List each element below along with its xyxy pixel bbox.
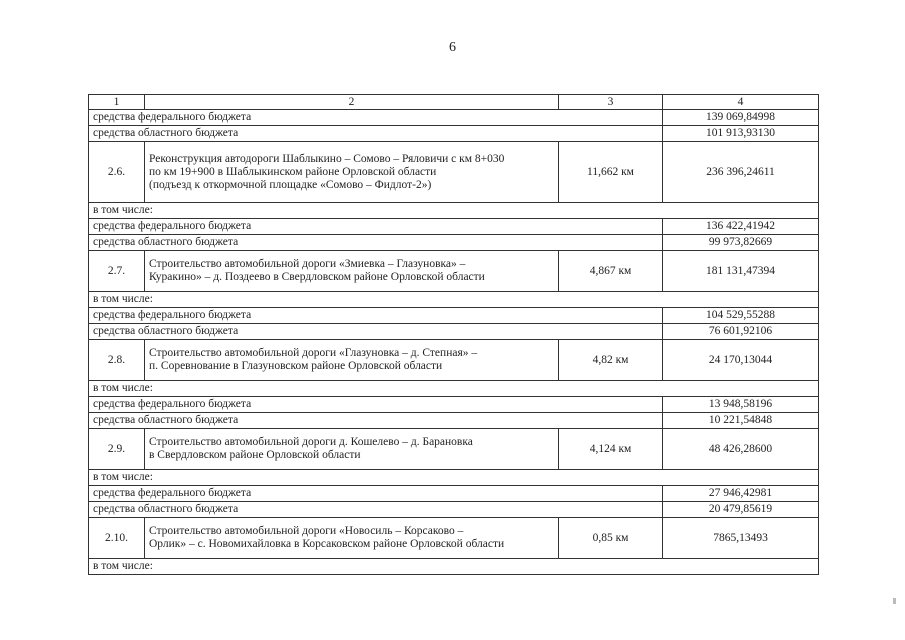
funding-label: средства федерального бюджета <box>89 219 663 235</box>
project-number: 2.10. <box>89 518 145 559</box>
including-row <box>89 292 819 308</box>
project-description <box>145 251 559 292</box>
header-row <box>89 95 819 110</box>
funding-label: средства областного бюджета <box>89 324 663 340</box>
including-row <box>89 559 819 575</box>
project-description <box>145 340 559 381</box>
project-description-line: Строительство автомобильной дороги «Глазуновка – д. Степная» – <box>149 347 478 359</box>
project-description-line: Строительство автомобильной дороги «Новосиль – Корсаково – <box>149 525 464 537</box>
project-row <box>89 251 819 292</box>
funding-label: средства федерального бюджета <box>89 110 663 126</box>
funding-label: средства областного бюджета <box>89 126 663 142</box>
project-description-line: в Свердловском районе Орловской области <box>149 449 361 461</box>
project-length: 11,662 км <box>559 142 663 203</box>
project-description-line: (подъезд к откормочной площадке «Сомово – Фидлот-2») <box>149 178 432 191</box>
project-description-line: по км 19+900 в Шаблыкинском районе Орловской области <box>149 165 437 178</box>
funding-label: средства областного бюджета <box>89 235 663 251</box>
including-row <box>89 381 819 397</box>
funding-amount: 13 948,58196 <box>663 397 819 413</box>
including-row <box>89 203 819 219</box>
project-description <box>145 429 559 470</box>
funding-label: средства областного бюджета <box>89 413 663 429</box>
project-length: 4,124 км <box>559 429 663 470</box>
funding-row <box>89 219 819 235</box>
header-cell-4: 4 <box>663 95 819 110</box>
funding-row <box>89 413 819 429</box>
project-description-line: Реконструкция автодороги Шаблыкино – Сомово – Ряловичи с км 8+030 <box>149 152 505 165</box>
project-description-line: Строительство автомобильной дороги д. Кошелево – д. Барановка <box>149 436 473 448</box>
project-row <box>89 429 819 470</box>
project-description <box>145 142 559 203</box>
project-row <box>89 142 819 203</box>
project-length: 4,867 км <box>559 251 663 292</box>
project-description-line: Орлик» – с. Новомихайловка в Корсаковском районе Орловской области <box>149 538 505 550</box>
scan-mark <box>893 598 896 604</box>
project-number: 2.9. <box>89 429 145 470</box>
project-description-line: Куракино» – д. Поздеево в Свердловском районе Орловской области <box>149 271 485 283</box>
funding-amount: 10 221,54848 <box>663 413 819 429</box>
funding-label: средства областного бюджета <box>89 502 663 518</box>
funding-amount: 76 601,92106 <box>663 324 819 340</box>
project-number: 2.6. <box>89 142 145 203</box>
funding-row <box>89 126 819 142</box>
funding-row <box>89 308 819 324</box>
header-cell-1: 1 <box>89 95 145 110</box>
project-description-line: Строительство автомобильной дороги «Змиевка – Глазуновка» – <box>149 258 466 270</box>
funding-amount: 20 479,85619 <box>663 502 819 518</box>
including-row <box>89 470 819 486</box>
including-label: в том числе: <box>89 470 819 486</box>
including-label: в том числе: <box>89 381 819 397</box>
project-number: 2.7. <box>89 251 145 292</box>
funding-row <box>89 235 819 251</box>
funding-label: средства федерального бюджета <box>89 486 663 502</box>
project-description <box>145 518 559 559</box>
page-number: 6 <box>449 40 456 55</box>
funding-label: средства федерального бюджета <box>89 308 663 324</box>
project-cost: 24 170,13044 <box>663 340 819 381</box>
funding-row <box>89 110 819 126</box>
project-cost: 181 131,47394 <box>663 251 819 292</box>
project-length: 4,82 км <box>559 340 663 381</box>
project-length: 0,85 км <box>559 518 663 559</box>
project-number: 2.8. <box>89 340 145 381</box>
funding-row <box>89 502 819 518</box>
including-label: в том числе: <box>89 292 819 308</box>
budget-table-body <box>89 95 819 575</box>
funding-amount: 104 529,55288 <box>663 308 819 324</box>
header-cell-2: 2 <box>145 95 559 110</box>
funding-amount: 99 973,82669 <box>663 235 819 251</box>
project-description-line: п. Соревнование в Глазуновском районе Орловской области <box>149 360 443 372</box>
project-row <box>89 340 819 381</box>
funding-amount: 27 946,42981 <box>663 486 819 502</box>
project-cost: 7865,13493 <box>663 518 819 559</box>
funding-amount: 139 069,84998 <box>663 110 819 126</box>
funding-amount: 136 422,41942 <box>663 219 819 235</box>
budget-table <box>88 94 819 575</box>
funding-row <box>89 397 819 413</box>
including-label: в том числе: <box>89 559 819 575</box>
funding-label: средства федерального бюджета <box>89 397 663 413</box>
project-cost: 236 396,24611 <box>663 142 819 203</box>
project-row <box>89 518 819 559</box>
including-label: в том числе: <box>89 203 819 219</box>
project-cost: 48 426,28600 <box>663 429 819 470</box>
funding-row <box>89 324 819 340</box>
funding-row <box>89 486 819 502</box>
funding-amount: 101 913,93130 <box>663 126 819 142</box>
header-cell-3: 3 <box>559 95 663 110</box>
